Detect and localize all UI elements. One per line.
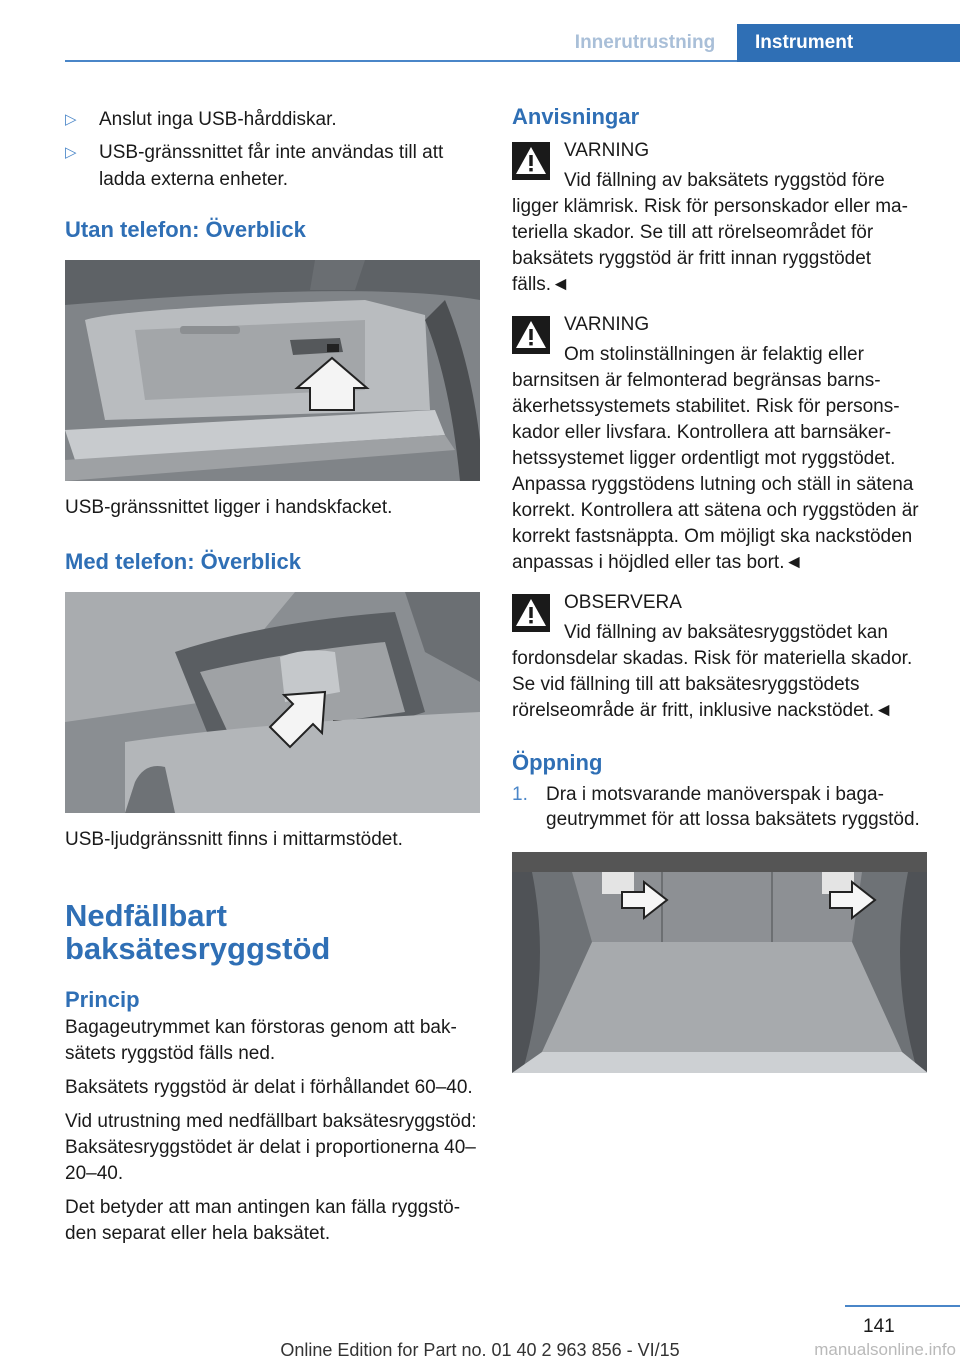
caption-without-phone: USB-gränssnittet ligger i handskfacket. <box>65 497 393 518</box>
watermark: manualsonline.info <box>814 1340 956 1359</box>
chapter-heading <box>65 899 483 965</box>
notice-lead: Vid fällning av baksätesryggstödet kan <box>564 622 888 643</box>
chapter-heading-line2: baksätesryggstöd <box>65 931 331 966</box>
warning-text: barnsitsen är felmonterad begränsas barnsäkerhetssystemets stabilitet. Risk för personskador eller livsfara. Kontrollera att barnsäkerhetssystemet ligger ordentligt mot ryggstödet. Anpassa ryggstödens lutning och ställ in sätena korrekt. Kontrollera att sätena och ryggstöden är korrekt fastsnäppta. Om möjligt ska nackstöden anpassas i höjdled eller tas bort.◄ <box>512 370 919 573</box>
notice-block <box>512 590 928 724</box>
warning-lead: Om stolinställningen är felaktig eller <box>564 344 864 365</box>
bullet-triangle-icon: ▷ <box>65 111 77 128</box>
paragraph: Det betyder att man antingen kan fälla ryggstöden separat eller hela baksätet. <box>65 1197 461 1244</box>
warning-title: VARNING <box>564 140 650 161</box>
armrest-usb-photo <box>65 592 480 813</box>
page-number: 141 <box>863 1316 895 1337</box>
footer-edition: Online Edition for Part no. 01 40 2 963 856 - VI/15 <box>280 1340 680 1360</box>
chapter-heading-line1: Nedfällbart <box>65 898 227 933</box>
warning-text: ligger klämrisk. Risk för personskador eller materiella skador. Se till att rörelseområdet för baksätets ryggstöd är fritt innan ryggstödet fälls.◄ <box>512 196 908 295</box>
heading-without-phone: Utan telefon: Överblick <box>65 217 306 242</box>
right-column <box>512 100 928 1073</box>
caption-with-phone: USB-ljudgränssnitt finns i mittarmstödet. <box>65 829 403 850</box>
bullet-item: ▷ USB-gränssnittet får inte användas till att ladda externa enheter. <box>65 139 483 193</box>
notice-title: OBSERVERA <box>564 592 682 613</box>
trunk-levers-photo <box>512 852 927 1073</box>
paragraph: Vid utrustning med nedfällbart baksätesryggstöd: Baksätesryggstödet är delat i proportionerna 40–20–40. <box>65 1111 477 1184</box>
glovebox-usb-photo <box>65 260 480 481</box>
notice-text: fordonsdelar skadas. Risk för materiella skador. Se vid fällning till att baksätesryggstödets rörelseområde är fritt, inklusive nackstödet.◄ <box>512 648 913 721</box>
warning-block <box>512 312 928 576</box>
step-text: Dra i motsvarande manöverspak i bagageutrymmet för att lossa baksätets ryggstöd. <box>546 784 920 830</box>
glovebox-illustration <box>65 260 480 481</box>
heading-instructions: Anvisningar <box>512 104 640 129</box>
notice-triangle-icon <box>512 594 550 632</box>
heading-principle: Princip <box>65 987 140 1012</box>
warning-title: VARNING <box>564 314 650 335</box>
trunk-illustration <box>512 852 927 1073</box>
header-chapter-tab: Instrument <box>737 24 960 62</box>
numbered-step <box>512 782 928 832</box>
paragraph: Bagageutrymmet kan förstoras genom att baksätets ryggstöd fälls ned. <box>65 1017 457 1064</box>
footer-rule <box>845 1305 960 1307</box>
warning-triangle-icon <box>512 316 550 354</box>
warning-lead: Vid fällning av baksätets ryggstöd före <box>564 170 885 191</box>
paragraph: Baksätets ryggstöd är delat i förhållandet 60–40. <box>65 1077 473 1098</box>
heading-with-phone: Med telefon: Överblick <box>65 549 301 574</box>
warning-triangle-icon <box>512 142 550 180</box>
warning-block <box>512 138 928 298</box>
armrest-illustration <box>65 592 480 813</box>
bullet-item: ▷ Anslut inga USB-hårddiskar. <box>65 106 483 133</box>
header-section-label: Innerutrustning <box>574 32 716 53</box>
bullet-triangle-icon: ▷ <box>65 144 77 161</box>
heading-opening: Öppning <box>512 750 603 775</box>
left-column <box>65 100 483 1247</box>
step-number: 1. <box>512 784 528 805</box>
